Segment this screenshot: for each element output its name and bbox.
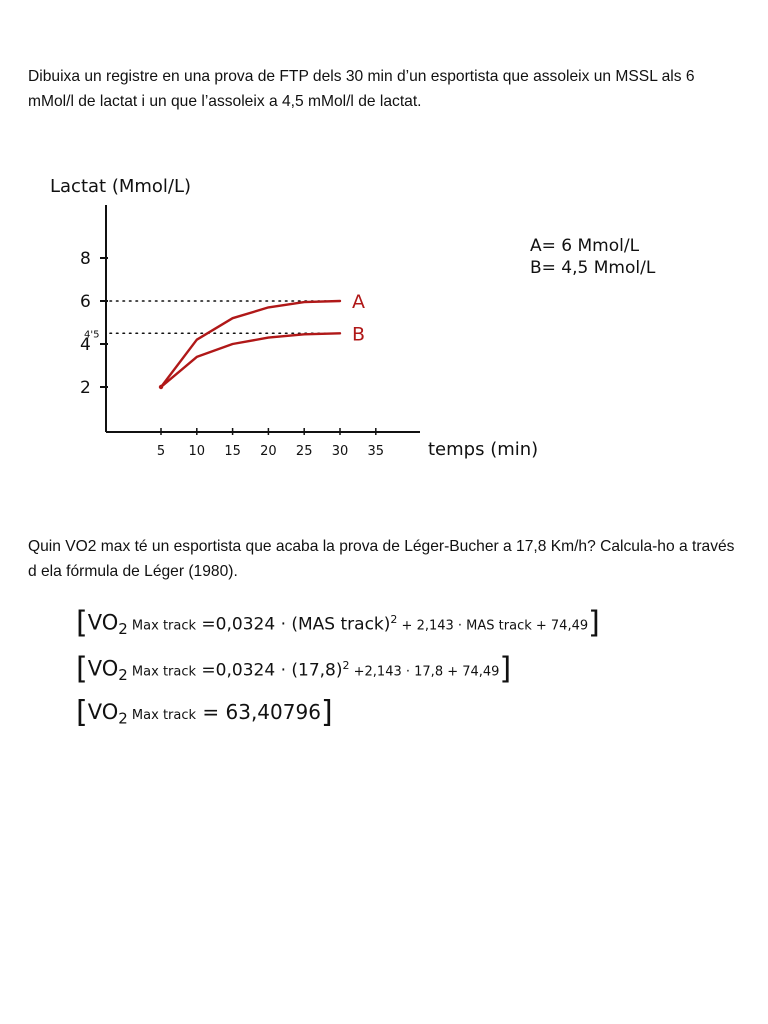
eq3-mid: Max track	[127, 708, 197, 723]
eq1-vo: VO	[87, 610, 119, 635]
eq2-mid: Max track	[127, 664, 197, 680]
legend-b: B= 4,5 Mmol/L	[530, 258, 656, 278]
eq3-vo: VO	[87, 700, 119, 724]
bracket-open: [	[76, 605, 88, 641]
eq2-tail: +2,143 · 17,8 + 74,49	[349, 664, 500, 680]
equation-3	[76, 695, 333, 730]
y-tick-label-6: 6	[80, 292, 91, 312]
eq1-expr: =0,0324 · (MAS track)	[196, 614, 391, 635]
eq1-tail: + 2,143 · MAS track + 74,49	[397, 618, 589, 634]
question-1: Dibuixa un registre en una prova de FTP dels 30 min d’un esportista que assoleix un MSSL als 6 mMol/l de lactat i un que l’assoleix a 4,5 mMol/l de lactat.	[28, 68, 695, 110]
x-tick-label-20: 20	[260, 444, 277, 459]
bracket-open: [	[76, 651, 88, 687]
eq1-mid: Max track	[127, 618, 197, 634]
y-axis-label: Lactat (Mmol/L)	[50, 176, 192, 197]
series-label-b: B	[352, 323, 366, 346]
x-tick-label-30: 30	[331, 444, 349, 459]
question-2: Quin VO2 max té un esportista que acaba la prova de Léger-Bucher a 17,8 Km/h? Calcula-ho a través d ela fórmula de Léger (1980).	[28, 538, 735, 580]
eq1-sub: 2	[118, 620, 128, 639]
bracket-close: ]	[320, 695, 333, 730]
legend-a: A= 6 Mmol/L	[530, 236, 640, 256]
eq2-vo: VO	[87, 656, 119, 681]
y-tick-label-4: 4	[80, 335, 91, 355]
eq1-sup: 2	[390, 613, 398, 626]
x-tick-label-10: 10	[188, 444, 206, 459]
y-tick-label-8: 8	[80, 249, 91, 269]
eq2-sup: 2	[342, 659, 350, 672]
x-tick-label-25: 25	[295, 444, 313, 459]
bracket-close: ]	[588, 605, 600, 641]
equation-2	[76, 651, 512, 687]
equation-1	[76, 605, 600, 641]
series-line-a	[161, 301, 340, 387]
x-tick-label-15: 15	[224, 444, 241, 459]
eq2-sub: 2	[118, 666, 128, 685]
eq2-expr: =0,0324 · (17,8)	[196, 660, 343, 681]
x-axis-label: temps (min)	[428, 439, 539, 460]
bracket-close: ]	[499, 651, 512, 687]
lactate-chart	[0, 165, 768, 465]
eq3-expr: = 63,40796	[196, 700, 321, 724]
series-line-b	[161, 333, 340, 387]
x-tick-label-5: 5	[156, 444, 166, 459]
eq3-sub: 2	[118, 709, 128, 728]
y-tick-label-2: 2	[80, 378, 91, 398]
start-point	[159, 385, 163, 389]
y-tick-label-4-5: 4'5	[84, 329, 100, 341]
series-label-a: A	[352, 291, 365, 313]
x-tick-label-35: 35	[367, 444, 385, 459]
bracket-open: [	[76, 695, 88, 730]
